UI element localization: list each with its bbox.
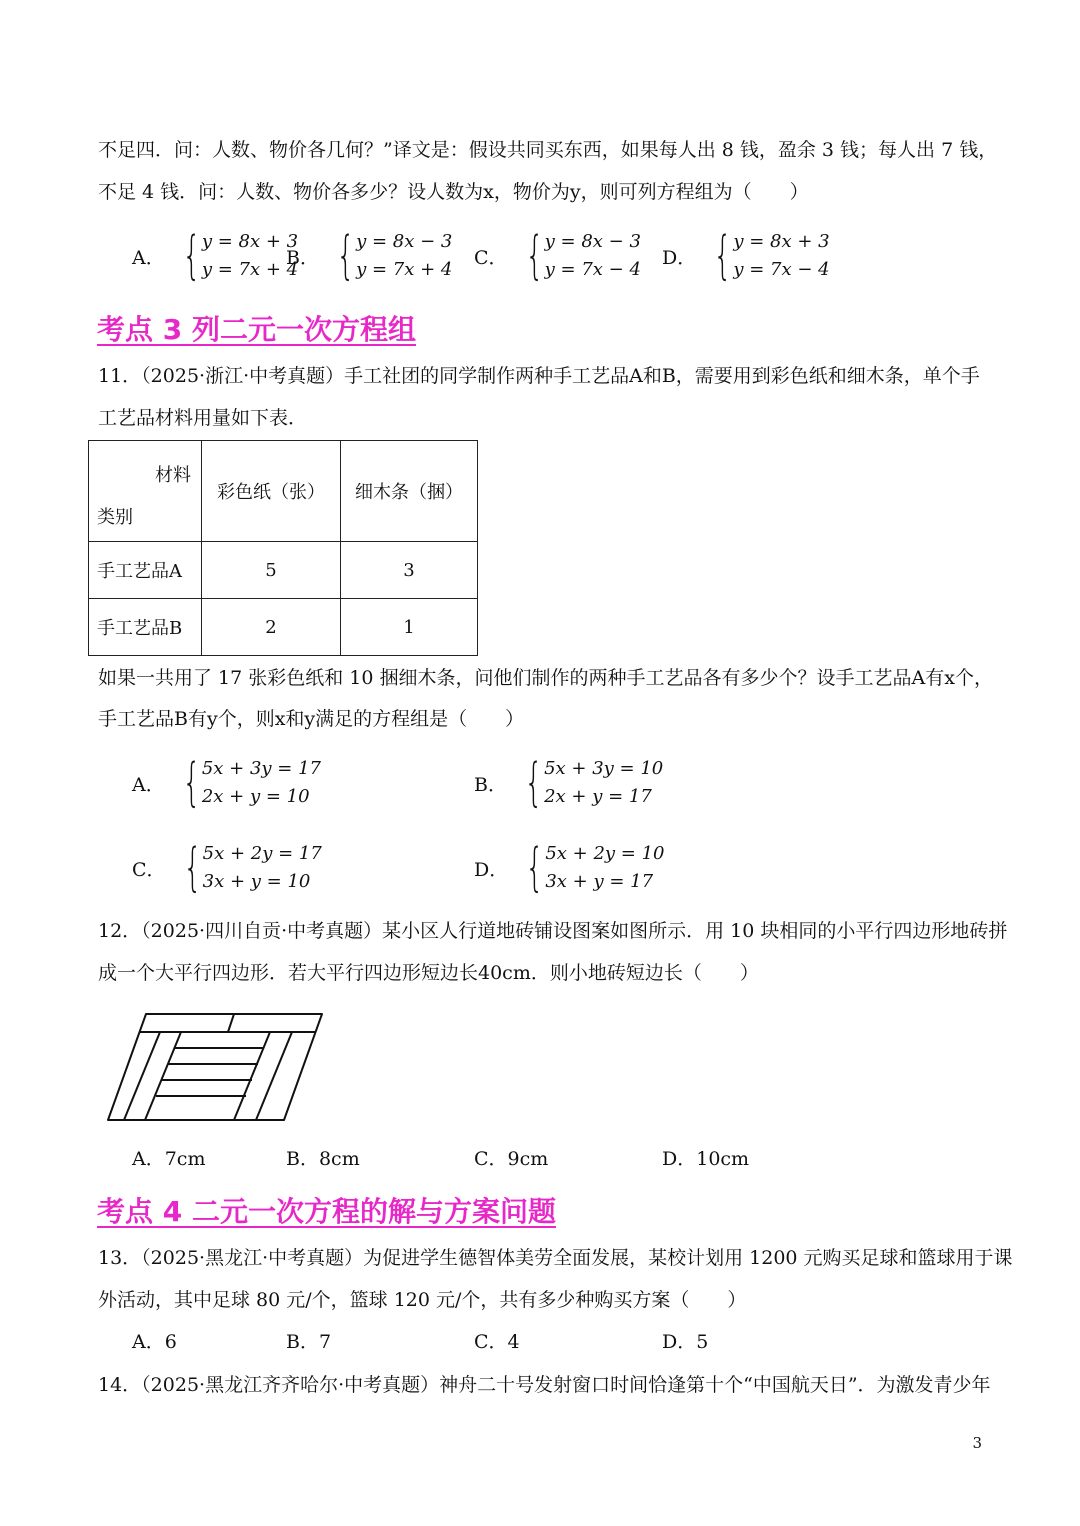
equation: y = 7x − 4 (544, 259, 641, 280)
equation: 2x + y = 10 (201, 786, 310, 807)
equation-system (175, 228, 298, 284)
top-strip-divider (228, 1014, 234, 1032)
equation-system (517, 755, 663, 811)
q13-option-c[interactable]: C．4 (474, 1331, 520, 1353)
option-letter: A． (132, 246, 165, 269)
q11-option-a[interactable] (132, 755, 321, 811)
equation: 5x + 3y = 10 (544, 758, 664, 779)
equation: y = 8x − 3 (544, 231, 641, 252)
table-row (89, 599, 478, 656)
q10-option-d[interactable] (662, 228, 830, 284)
tile-parallelogram-figure (104, 1010, 326, 1122)
table-row (89, 542, 478, 599)
equation-system (175, 755, 321, 811)
equation: 2x + y = 17 (544, 786, 652, 807)
q10-option-c[interactable] (474, 228, 641, 284)
brace-icon: { (336, 226, 355, 286)
row-label: 手工艺品B (89, 599, 202, 656)
large-parallelogram-outline (108, 1014, 322, 1120)
materials-table (88, 440, 478, 656)
q12-option-c[interactable]: C．9cm (474, 1148, 549, 1170)
q12-option-d[interactable]: D．10cm (662, 1148, 750, 1170)
option-letter: B． (286, 246, 319, 269)
equation: 3x + y = 10 (202, 871, 311, 892)
q12-option-a[interactable]: A．7cm (132, 1148, 206, 1170)
section-heading-4: 考点 4 二元一次方程的解与方案问题 (97, 1195, 556, 1228)
equation: y = 7x − 4 (733, 259, 830, 280)
equation: 5x + 2y = 10 (545, 843, 665, 864)
q13-text-line2: 外活动，其中足球 80 元/个，篮球 120 元/个，共有多少种购买方案（ ） (98, 1289, 747, 1311)
q10-text-line2: 不足 4 钱．问：人数、物价各多少？设人数为x，物价为y，则可列方程组为（ ） (98, 181, 809, 203)
q13-text-line1: 13．（2025·黑龙江·中考真题）为促进学生德智体美劳全面发展，某校计划用 1200 元购买足球和篮球用于课 (98, 1247, 1013, 1269)
option-letter: D． (474, 858, 509, 881)
q10-text-line1: 不足四．问：人数、物价各几何？”译文是：假设共同买东西，如果每人出 8 钱，盈余 3 钱；每人出 7 钱， (98, 139, 998, 161)
q11-text-line4: 手工艺品B有y个，则x和y满足的方程组是（ ） (98, 708, 525, 730)
q13-option-d[interactable]: D．5 (662, 1331, 709, 1353)
equation: y = 8x − 3 (356, 231, 453, 252)
equation: 5x + 3y = 17 (201, 758, 322, 779)
equation: y = 8x + 3 (733, 231, 830, 252)
page-number: 3 (972, 1434, 982, 1452)
q12-text-line2: 成一个大平行四边形．若大平行四边形短边长40cm．则小地砖短边长（ ） (98, 962, 759, 984)
equation: 5x + 2y = 17 (202, 843, 322, 864)
right-tile-divider (234, 1032, 270, 1120)
row-label: 手工艺品A (89, 542, 202, 599)
brace-icon: { (524, 753, 543, 813)
q11-option-c[interactable] (132, 840, 322, 896)
q11-text-line2: 工艺品材料用量如下表． (98, 407, 308, 429)
table-cell: 3 (341, 542, 478, 599)
section-heading-3: 考点 3 列二元一次方程组 (97, 313, 416, 346)
q12-option-b[interactable]: B．8cm (286, 1148, 360, 1170)
equation-system (518, 840, 664, 896)
table-cell: 2 (202, 599, 341, 656)
left-tile-divider (145, 1032, 181, 1120)
q10-option-b[interactable] (286, 228, 452, 284)
brace-icon: { (182, 838, 202, 898)
q10-option-a[interactable] (132, 228, 298, 284)
q12-text-line1: 12．（2025·四川自贡·中考真题）某小区人行道地砖铺设图案如图所示．用 10 块相同的小平行四边形地砖拼 (98, 920, 1008, 942)
option-letter: C． (132, 858, 166, 881)
equation: y = 7x + 4 (201, 259, 299, 280)
equation-system (518, 228, 641, 284)
column-header: 细木条（捆） (341, 441, 478, 542)
brace-icon: { (182, 226, 201, 286)
brace-icon: { (524, 226, 544, 286)
q11-option-b[interactable] (474, 755, 663, 811)
option-letter: B． (474, 773, 507, 796)
q13-option-b[interactable]: B．7 (286, 1331, 332, 1353)
q11-text-line3: 如果一共用了 17 张彩色纸和 10 捆细木条，问他们制作的两种手工艺品各有多少个？设手工艺品A有x个， (98, 667, 993, 689)
corner-header-bottom: 类别 (97, 507, 133, 528)
equation-system (176, 840, 322, 896)
brace-icon: { (713, 226, 732, 286)
equation: y = 7x + 4 (356, 259, 453, 280)
equation-system (706, 228, 829, 284)
right-tile-divider (256, 1032, 292, 1120)
q11-option-d[interactable] (474, 840, 665, 896)
q14-text-line1: 14．（2025·黑龙江齐齐哈尔·中考真题）神舟二十号发射窗口时间恰逢第十个“中国航天日”．为激发青少年 (98, 1374, 991, 1396)
equation: 3x + y = 17 (545, 871, 654, 892)
table-corner-cell (89, 441, 202, 542)
option-letter: D． (662, 246, 697, 269)
equation-system (329, 228, 452, 284)
corner-header-top: 材料 (155, 465, 191, 486)
table-cell: 1 (341, 599, 478, 656)
table-cell: 5 (202, 542, 341, 599)
brace-icon: { (182, 753, 201, 813)
column-header: 彩色纸（张） (202, 441, 341, 542)
q11-text-line1: 11．（2025·浙江·中考真题）手工社团的同学制作两种手工艺品A和B，需要用到彩色纸和细木条，单个手 (98, 365, 980, 387)
equation: y = 8x + 3 (201, 231, 299, 252)
left-tile-divider (124, 1032, 160, 1120)
q13-option-a[interactable]: A．6 (132, 1331, 177, 1353)
option-letter: A． (132, 773, 165, 796)
brace-icon: { (525, 838, 544, 898)
option-letter: C． (474, 246, 508, 269)
